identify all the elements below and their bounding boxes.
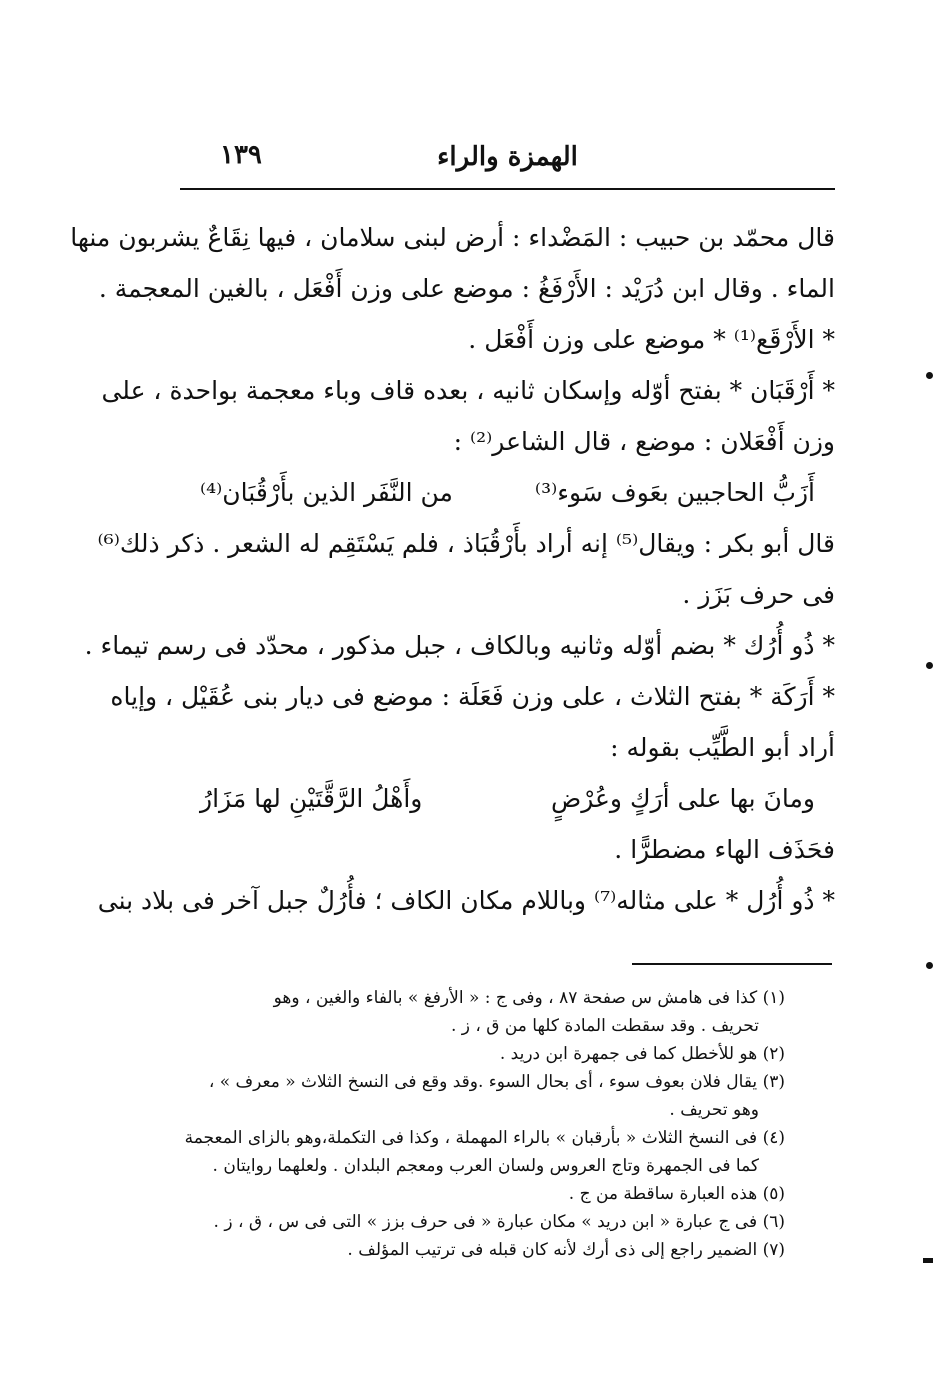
- body-line: الماء . وقال ابن دُرَيْد : الأَرْفَغُ : موضع على وزن أَفْعَل ، بالغين المعجمة .: [98, 274, 835, 303]
- footnote-line: (٤) فى النسخ الثلاث « بأرقبان » بالراء المهملة ، وكذا فى التكملة،وهو بالزاى المعجمة: [184, 1128, 785, 1148]
- body-line: * أَرْقَبَان * بفتح أوّله وإسكان ثانيه ، بعده قاف وباء معجمة بواحدة ، على: [101, 376, 835, 405]
- margin-mark: [926, 962, 933, 969]
- page-number: ١٣٩: [220, 140, 262, 170]
- body-line: فحَذَف الهاء مضطرًّا .: [614, 835, 835, 864]
- verse-hemistich-second: وأَهْلُ الرَّقَّتَيْنِ لها مَزَارُ: [200, 784, 423, 813]
- body-line: أراد أبو الطَّيِّب بقوله :: [610, 733, 835, 762]
- verse-line: [180, 773, 835, 824]
- body-line: وزن أَفْعَلان : موضع ، قال الشاعر⁽²⁾ :: [453, 427, 835, 456]
- footnote-line: (٧) الضمير راجع إلى ذى أرك لأنه كان قبله فى ترتيب المؤلف .: [347, 1240, 785, 1260]
- body-line: قال محمّد بن حبيب : المَضْداء : أرض لبنى سلامان ، فيها نِقَاعٌ يشربون منها: [70, 223, 835, 252]
- main-text: [70, 212, 835, 926]
- footnote-line: كما فى الجمهرة وتاج العروس ولسان العرب ومعجم البلدان . ولعلهما روايتان .: [212, 1156, 759, 1176]
- footnote-line: (٦) فى ج عبارة « ابن دريد » مكان عبارة « فى حرف بزز » التى فى س ، ق ، ز .: [213, 1212, 785, 1232]
- body-line: * ذُو أُرُل * على مثاله⁽⁷⁾ وباللام مكان الكاف ؛ فأُرُلٌ جبل آخر فى بلاد بنى: [97, 886, 835, 915]
- verse-hemistich-first: أَزَبُّ الحاجبين بعَوف سَوء⁽³⁾: [534, 478, 815, 507]
- body-line: قال أبو بكر : ويقال⁽⁵⁾ إنه أراد بأَرْقُبَاذ ، فلم يَسْتَقِم له الشعر . ذكر ذلك⁽⁶⁾: [97, 529, 835, 558]
- margin-mark: [926, 372, 933, 379]
- footnote-line: (١) كذا فى هامش س صفحة ٨٧ ، وفى ج : « الأرفغ » بالفاء والغين ، وهو: [273, 988, 785, 1008]
- verse-hemistich-first: ومانَ بها على أرَكٍ وعُرْضٍ: [551, 784, 815, 813]
- page-header: [180, 138, 835, 182]
- verse-hemistich-second: من النَّفَر الذين بأَرْقُبَان⁽⁴⁾: [200, 478, 453, 507]
- body-line: * أَرَكَة * بفتح الثلاث ، على وزن فَعَلَة : موضع فى ديار بنى عُقَيْل ، وإياه: [110, 682, 835, 711]
- footnote-line: (٣) يقال فلان بعوف سوء ، أى بحال السوء .وقد وقع فى النسخ الثلاث « معرف » ،: [208, 1072, 785, 1092]
- body-line: * ذُو أُرُك * بضم أوّله وثانيه وبالكاف ، جبل مذكور ، محدّد فى رسم تيماء .: [84, 631, 835, 660]
- footnotes: [180, 984, 785, 1264]
- margin-mark: [923, 1258, 933, 1263]
- body-line: * الأَرْقَع⁽¹⁾ * موضع على وزن أَفْعَل .: [468, 325, 835, 354]
- footnote-divider: [632, 963, 832, 965]
- footnote-line: (٥) هذه العبارة ساقطة من ج .: [568, 1184, 785, 1204]
- footnote-line: وهو تحريف .: [669, 1100, 759, 1120]
- header-divider: [180, 188, 835, 190]
- body-line: فى حرف بَزَز .: [682, 580, 835, 609]
- verse-line: [180, 467, 835, 518]
- footnote-line: (٢) هو للأخطل كما فى جمهرة ابن دريد .: [499, 1044, 785, 1064]
- page-title: الهمزة والراء: [437, 142, 578, 172]
- margin-mark: [926, 662, 933, 669]
- footnote-line: تحريف . وقد سقطت المادة كلها من ق ، ز .: [450, 1016, 759, 1036]
